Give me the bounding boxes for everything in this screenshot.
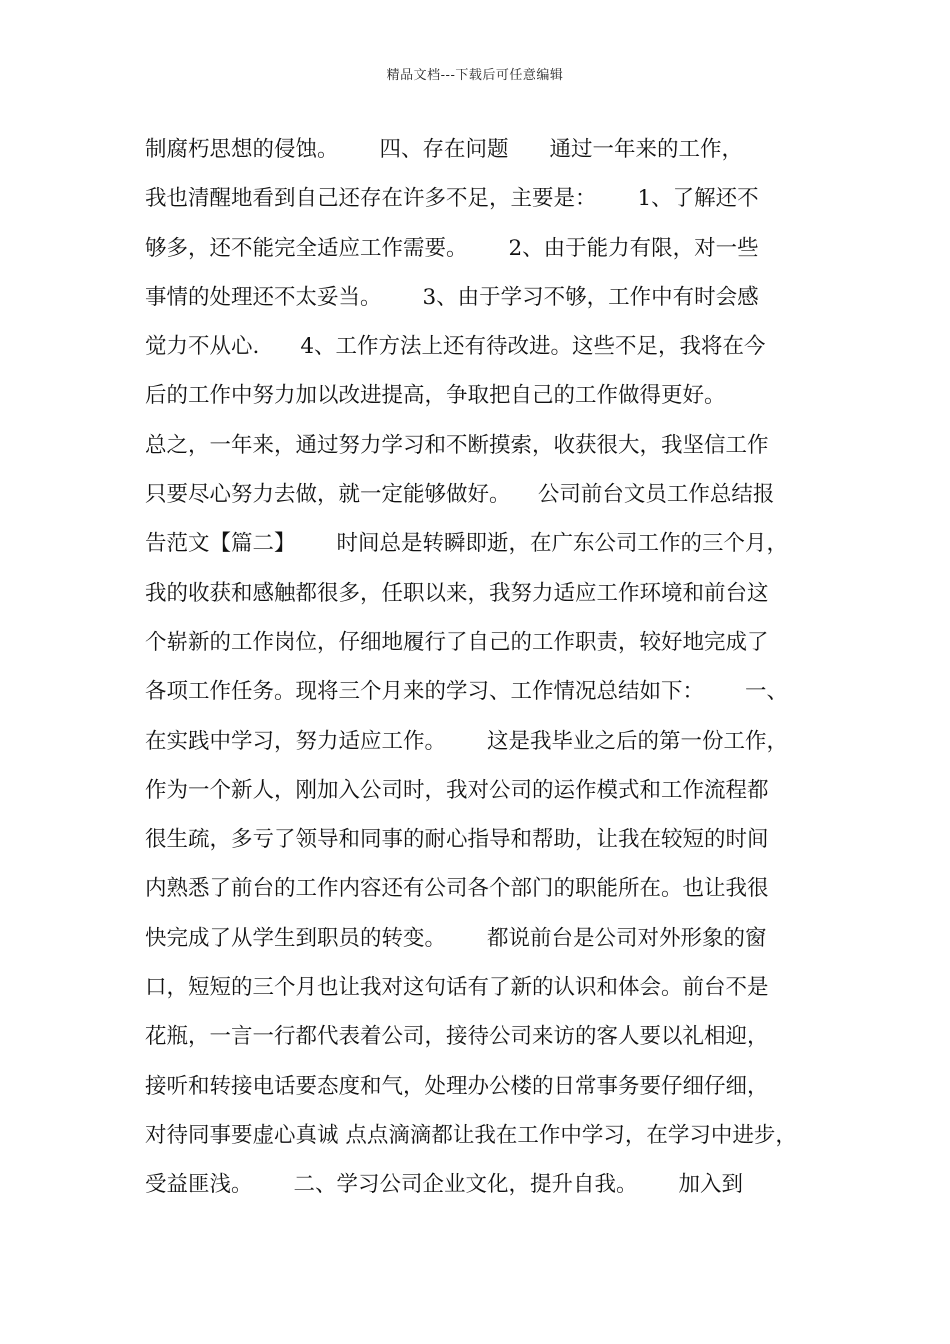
document-body xyxy=(145,125,835,1210)
text-line: 口，短短的三个月也让我对这句话有了新的认识和体会。前台不是 xyxy=(145,975,769,1001)
text-line: 觉力不从心. 4、工作方法上还有待改进。这些不足，我将在今 xyxy=(145,334,766,360)
text-line: 很生疏，多亏了领导和同事的耐心指导和帮助，让我在较短的时间 xyxy=(145,827,769,853)
text-line: 受益匪浅。 二、学习公司企业文化，提升自我。 加入到 xyxy=(145,1172,744,1198)
text-line: 对待同事要虚心真诚 点点滴滴都让我在工作中学习，在学习中进步， xyxy=(145,1122,797,1148)
text-line: 够多，还不能完全适应工作需要。 2、由于能力有限，对一些 xyxy=(145,235,759,261)
text-line: 接听和转接电话要态度和气，处理办公楼的日常事务要仔细仔细， xyxy=(145,1073,769,1099)
text-line: 各项工作任务。现将三个月来的学习、工作情况总结如下： 一、 xyxy=(145,679,789,705)
text-line: 花瓶，一言一行都代表着公司，接待公司来访的客人要以礼相迎， xyxy=(145,1024,769,1050)
text-line: 内熟悉了前台的工作内容还有公司各个部门的职能所在。也让我很 xyxy=(145,876,769,902)
text-line: 作为一个新人，刚加入公司时，我对公司的运作模式和工作流程都 xyxy=(145,777,769,803)
text-line: 快完成了从学生到职员的转变。 都说前台是公司对外形象的窗 xyxy=(145,925,767,951)
text-line: 我也清醒地看到自己还存在许多不足，主要是： 1、了解还不 xyxy=(145,186,759,212)
text-line: 事情的处理还不太妥当。 3、由于学习不够，工作中有时会感 xyxy=(145,284,759,310)
text-line: 只要尽心努力去做，就一定能够做好。 公司前台文员工作总结报 xyxy=(145,482,775,508)
text-line: 总之，一年来，通过努力学习和不断摸索，收获很大，我坚信工作 xyxy=(145,432,769,458)
text-line: 告范文【篇二】 时间总是转瞬即逝，在广东公司工作的三个月， xyxy=(145,531,789,557)
page-header: 精品文档---下载后可任意编辑 xyxy=(386,68,564,83)
text-line: 个崭新的工作岗位，仔细地履行了自己的工作职责，较好地完成了 xyxy=(145,629,769,655)
text-line: 我的收获和感触都很多，任职以来，我努力适应工作环境和前台这 xyxy=(145,580,769,606)
text-line: 后的工作中努力加以改进提高，争取把自己的工作做得更好。 xyxy=(145,383,726,409)
text-line: 在实践中学习，努力适应工作。 这是我毕业之后的第一份工作， xyxy=(145,728,789,754)
text-line: 制腐朽思想的侵蚀。 四、存在问题 通过一年来的工作， xyxy=(145,137,744,162)
